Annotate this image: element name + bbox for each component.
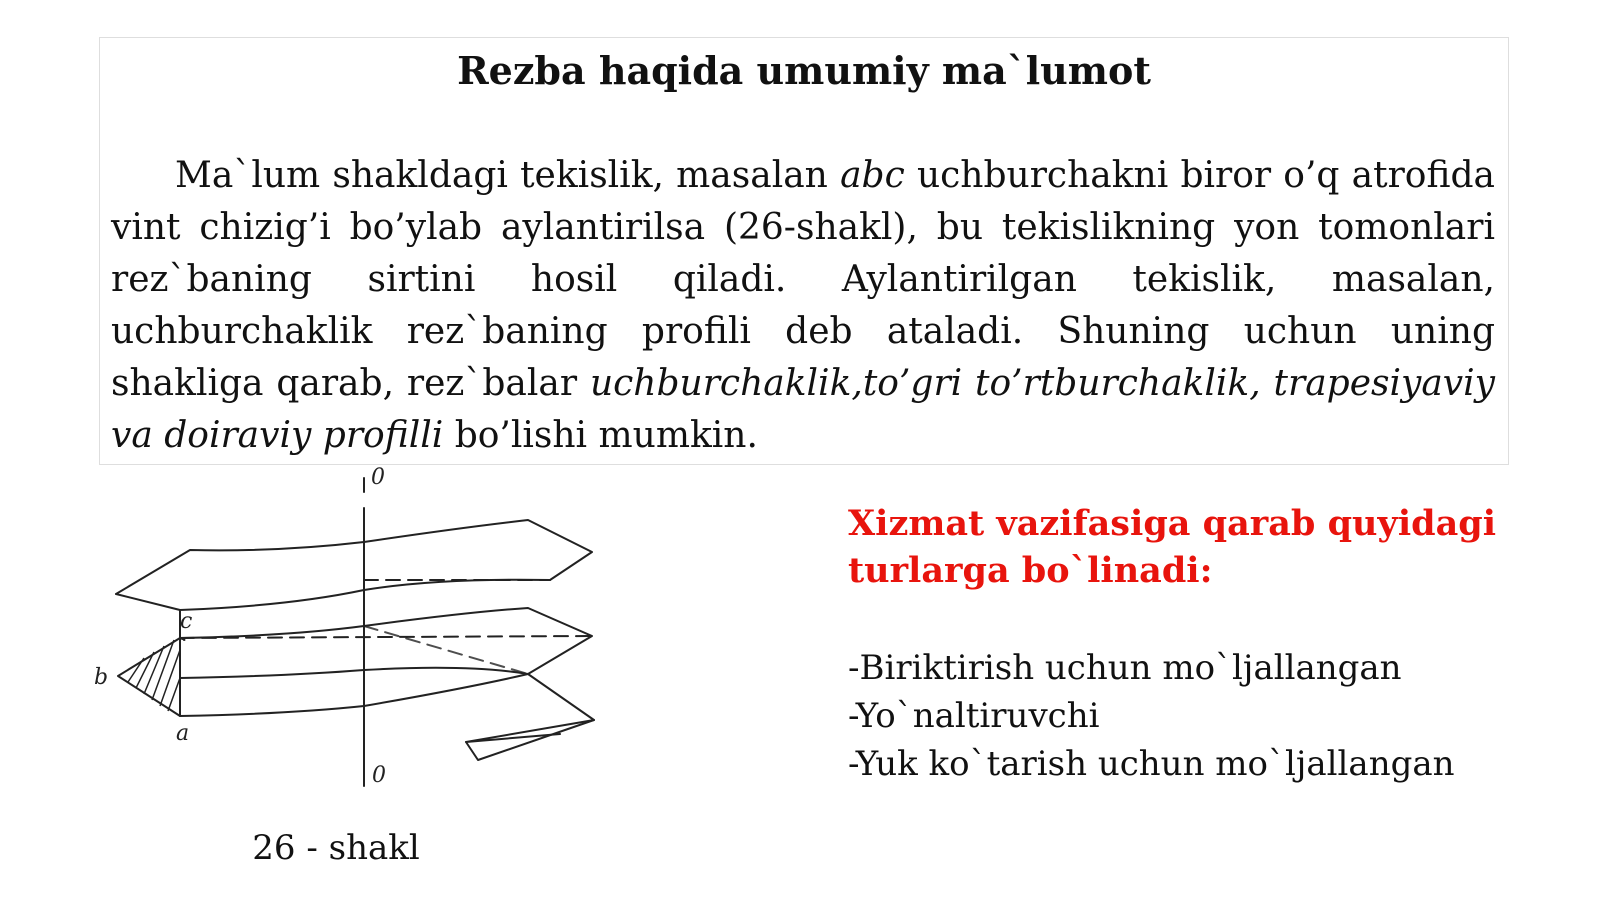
list-item: -Biriktirish uchun mo`ljallangan (848, 648, 1402, 688)
list-item: -Yuk ko`tarish uchun mo`ljallangan (848, 744, 1455, 784)
intro-paragraph (111, 150, 1495, 462)
thread-crest-top (116, 520, 592, 594)
thread-flank (116, 580, 550, 610)
paragraph-italic-abc: abc (840, 155, 905, 196)
paragraph-text-1: Ma`lum shakldagi tekislik, masalan (175, 155, 841, 196)
figure-caption: 26 - shakl (252, 828, 420, 868)
paragraph-text-2: uchburchakni biror o’q atrofida vint chizig’i bo’ylab aylantirilsa (26-shakl), bu tekislikning yon tomonlari rez`baning sirtini hosil qiladi. Aylantirilgan tekislik, masalan, uchburchaklik rez`baning profili deb ataladi. Shuning uchun uning shakliga qarab, rez`balar (111, 155, 1495, 404)
thread-crest-lower (180, 674, 594, 742)
label-b: b (94, 665, 109, 690)
paragraph-text-3: bo’lishi mumkin. (443, 415, 758, 456)
types-list (848, 644, 1568, 788)
types-heading: Xizmat vazifasiga qarab quyidagi turlarga bo`linadi: (848, 503, 1497, 591)
thread-crest-middle (180, 608, 592, 674)
label-o-top: 0 (371, 465, 385, 490)
thread-figure-26 (88, 465, 618, 808)
page-title: Rezba haqida umumiy ma`lumot (457, 48, 1151, 93)
hidden-line (364, 626, 528, 674)
list-item: -Yo`naltiruvchi (848, 696, 1100, 736)
label-c: c (180, 609, 193, 634)
label-a: a (176, 721, 190, 746)
paragraph-italic-profiles: uchburchaklik,to’gri to’rtburchaklik, trapesiyaviy va doiraviy profilli (111, 363, 1495, 456)
label-o: 0 (372, 763, 386, 788)
